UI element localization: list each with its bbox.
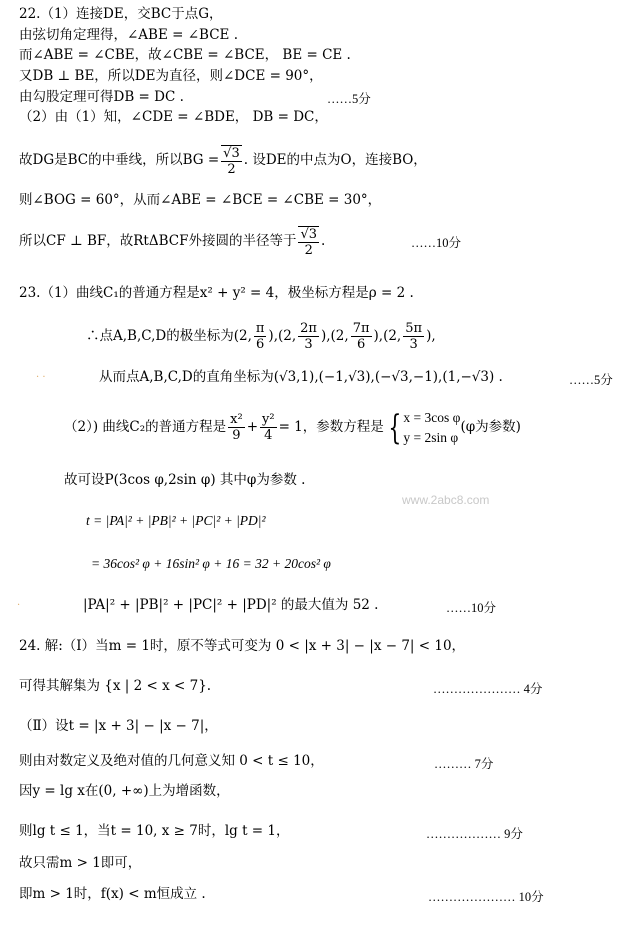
q23-line2-text-a: ∴点A,B,C,D的极坐标为(2, — [86, 328, 252, 344]
system-brace-icon: { — [388, 407, 402, 448]
q23-line2-text-e: ), — [426, 328, 436, 344]
q23-line2-frac1-den: 6 — [256, 337, 265, 352]
q24-line6: 则lg t ≤ 1，当t = 10, x ≥ 7时，lg t = 1， — [19, 823, 290, 839]
q22-line9-text-a: 所以CF ⊥ BF，故RtΔBCF外接圆的半径等于 — [19, 233, 297, 249]
q23-line2-frac4-num: 5π — [405, 321, 423, 336]
q23-param-system — [403, 408, 460, 448]
stray-mark: · · — [36, 372, 46, 383]
q23-line2-text-b: ),(2, — [268, 328, 297, 344]
q22-line9-fraction — [298, 226, 319, 258]
q23-line4-frac1-num: x² — [230, 412, 243, 427]
q23-line2-frac3-den: 6 — [356, 337, 366, 352]
q23-line2-frac3 — [351, 321, 372, 352]
q24-line8: 即m > 1时，f(x) < m恒成立 . — [19, 886, 206, 902]
q23-line4-frac2-num: y² — [262, 412, 275, 427]
q23-score-5: ……5分 — [569, 373, 613, 387]
q24-line5: 因y = lg x在(0, +∞)上为增函数， — [19, 783, 230, 799]
q22-line4: 又DB ⊥ BE，所以DE为直径，则∠DCE = 90°， — [19, 68, 323, 84]
q23-line2-frac2-den: 3 — [304, 337, 313, 352]
q22-line2: 由弦切角定理得，∠ABE = ∠BCE . — [19, 27, 238, 43]
q23-line4-frac1 — [228, 412, 245, 443]
q23-param-eq1: x = 3cos φ — [403, 409, 461, 425]
q23-line2-frac1 — [254, 321, 267, 352]
q23-line4-frac1-den: 9 — [232, 428, 241, 443]
q23-param-eq2: y = 2sin φ — [403, 429, 459, 445]
q23-line7: = 36cos² φ + 16sin² φ + 16 = 32 + 20cos² φ — [91, 556, 331, 571]
q23-line3: 从而点A,B,C,D的直角坐标为(√3,1),(−1,√3),(−√3,−1),(1,−√3) . — [99, 369, 503, 385]
q23-line1: 23.（1）曲线C₁的普通方程是x² + y² = 4，极坐标方程是ρ = 2 . — [19, 285, 414, 301]
q22-line7 — [19, 140, 427, 180]
q22-score-5: ……5分 — [327, 92, 371, 106]
q22-line9-frac-num: √3 — [300, 226, 318, 242]
q23-line4-text-a: （2）) 曲线C₂的普通方程是 — [64, 419, 227, 435]
q24-score-9: ……………… 9分 — [426, 827, 523, 841]
q22-line9 — [19, 221, 325, 261]
q23-line2-frac4-den: 3 — [409, 337, 418, 352]
q22-line8: 则∠BOG = 60°，从而∠ABE = ∠BCE = ∠CBE = 30°， — [19, 192, 382, 208]
q22-line7-frac-den: 2 — [227, 161, 236, 177]
q22-score-10: ……10分 — [411, 236, 462, 250]
q24-line7: 故只需m > 1即可， — [19, 855, 142, 871]
stray-mark-2: · — [17, 600, 21, 611]
q24-line3: （Ⅱ）设t = |x + 3| − |x − 7|， — [19, 718, 218, 734]
q23-line4 — [64, 402, 521, 452]
q23-line4-text-c: (φ为参数) — [460, 419, 521, 435]
q24-line2: 可得其解集为 {x | 2 < x < 7}. — [19, 678, 212, 694]
q22-line7-text-a: 故DG是BC的中垂线，所以BG = — [19, 152, 220, 168]
q23-line2-frac1-num: π — [255, 321, 265, 336]
q23-line4-plus: + — [246, 419, 258, 435]
q24-score-4: ………………… 4分 — [433, 682, 543, 696]
q23-line2 — [86, 316, 436, 356]
q22-line7-fraction — [221, 145, 242, 177]
q24-score-10: ………………… 10分 — [428, 890, 544, 904]
q23-line2-text-c: ),(2, — [320, 328, 349, 344]
q22-line1: 22.（1）连接DE，交BC于点G， — [19, 6, 223, 22]
q23-line2-frac4 — [403, 321, 424, 352]
q23-score-10: ……10分 — [446, 601, 497, 615]
q23-line2-frac2-num: 2π — [300, 321, 317, 336]
q22-line9-frac-den: 2 — [304, 242, 313, 258]
q22-line6: （2）由（1）知，∠CDE = ∠BDE， DB = DC， — [19, 109, 328, 125]
q23-line4-frac2-den: 4 — [264, 428, 273, 443]
q23-line4-text-b: = 1，参数方程是 — [278, 419, 384, 435]
q23-line2-frac2 — [298, 321, 319, 352]
q22-line5: 由勾股定理可得DB = DC . — [19, 89, 184, 105]
q22-line7-frac-num: √3 — [223, 145, 240, 161]
q22-line7-text-b: . 设DE的中点为O，连接BO， — [243, 152, 427, 168]
watermark: www.2abc8.com — [402, 493, 490, 507]
q23-line8: |PA|² + |PB|² + |PC|² + |PD|² 的最大值为 52 . — [83, 597, 379, 613]
q24-line1: 24. 解:（Ⅰ）当m = 1时，原不等式可变为 0 < |x + 3| − |x − 7| < 10， — [19, 638, 466, 654]
q23-line4-frac2 — [260, 412, 277, 443]
q23-line6: t = |PA|² + |PB|² + |PC|² + |PD|² — [86, 513, 266, 528]
q22-line3: 而∠ABE = ∠CBE，故∠CBE = ∠BCE， BE = CE . — [19, 47, 351, 63]
q22-line9-text-b: . — [321, 233, 326, 249]
q24-line4: 则由对数定义及绝对值的几何意义知 0 < t ≤ 10， — [19, 753, 324, 769]
q24-score-7: ……… 7分 — [434, 757, 494, 771]
q23-line5: 故可设P(3cos φ,2sin φ) 其中φ为参数 . — [64, 472, 306, 488]
q23-line2-frac3-num: 7π — [352, 321, 370, 336]
q23-line2-text-d: ),(2, — [373, 328, 402, 344]
